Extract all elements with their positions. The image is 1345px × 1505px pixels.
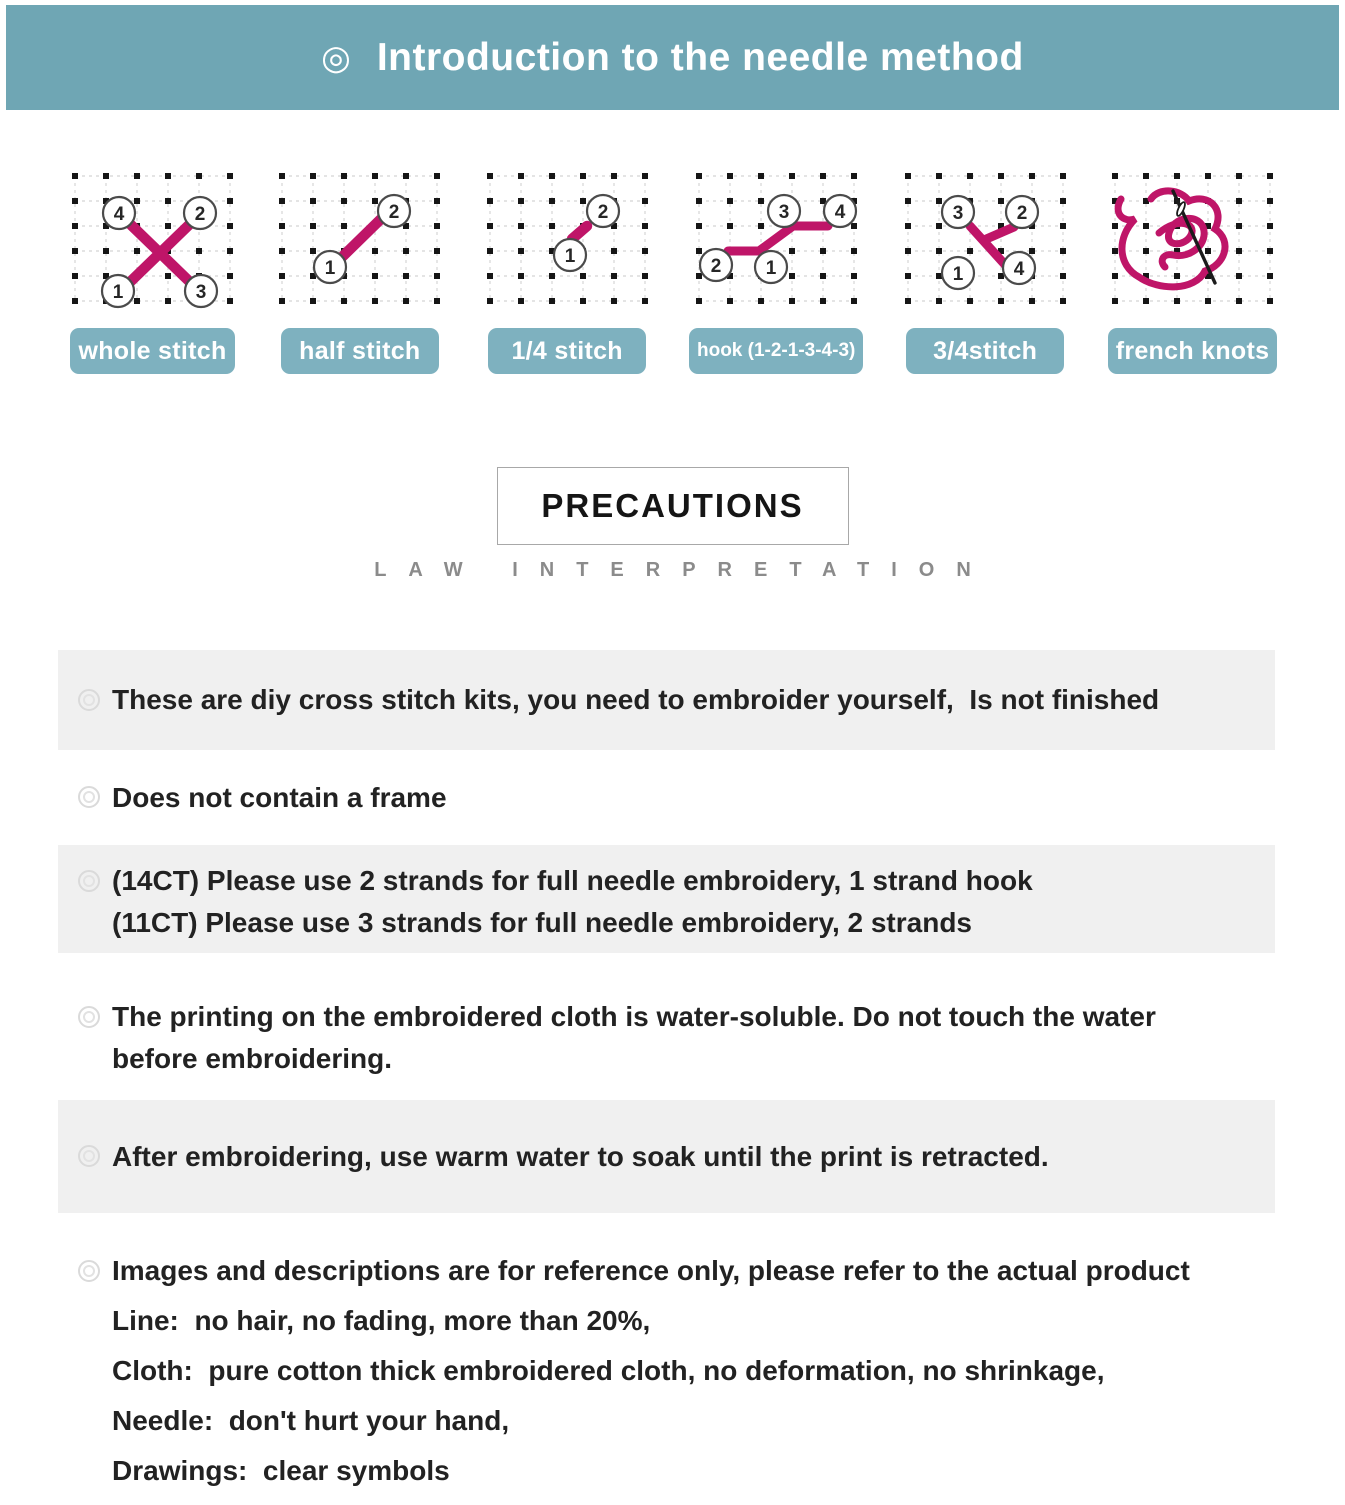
- precaution-line: These are diy cross stitch kits, you need to embroider yourself, Is not finished: [112, 684, 1160, 715]
- diagram-label-french-knots: french knots: [1108, 328, 1278, 374]
- whole-stitch-diagram: [67, 169, 238, 309]
- step-number: [103, 197, 135, 229]
- page-title: Introduction to the needle method: [376, 35, 1024, 79]
- quarter-stitch-mark: [572, 226, 587, 239]
- svg-text:1: 1: [952, 264, 963, 285]
- svg-text:3: 3: [778, 202, 789, 223]
- precaution-line: Images and descriptions are for reference only, please refer to the actual product: [112, 1255, 1190, 1286]
- diagram-label-hook: hook (1-2-1-3-4-3): [689, 328, 863, 374]
- quarter-stitch-diagram: [482, 169, 653, 309]
- double-circle-icon: ◎: [321, 38, 351, 77]
- diagram-label-whole-stitch: whole stitch: [70, 328, 234, 374]
- step-number: [102, 275, 134, 307]
- half-stitch-diagram: [274, 169, 445, 309]
- half-stitch-column: [274, 169, 445, 374]
- quarter-stitch-column: [482, 169, 653, 374]
- svg-text:1: 1: [564, 246, 575, 267]
- svg-text:2: 2: [389, 202, 400, 223]
- svg-text:4: 4: [113, 204, 125, 225]
- step-number: [768, 195, 800, 227]
- french-knots-column: [1107, 169, 1278, 374]
- bullet-icon: [78, 1145, 100, 1167]
- bullet-icon: [78, 786, 100, 808]
- precaution-line: (14CT) Please use 2 strands for full needle embroidery, 1 strand hook: [112, 865, 1033, 896]
- precaution-item: [58, 650, 1275, 750]
- step-number: [1006, 196, 1038, 228]
- svg-text:4: 4: [834, 202, 845, 223]
- svg-text:2: 2: [710, 256, 721, 277]
- precaution-item: [58, 845, 1275, 953]
- precaution-line: Cloth: pure cotton thick embroidered cloth, no deformation, no shrinkage,: [112, 1355, 1105, 1386]
- precautions-subtitle: LAW INTERPRETATION: [374, 559, 993, 581]
- svg-text:2: 2: [194, 204, 206, 225]
- bullet-icon: [78, 689, 100, 711]
- cross-stitch-instructions-page: [0, 5, 1345, 1505]
- step-number: [554, 239, 586, 271]
- precaution-item: [58, 750, 1275, 845]
- step-number: [1003, 252, 1035, 284]
- precaution-line: Line: no hair, no fading, more than 20%,: [112, 1305, 651, 1336]
- precaution-item: [58, 1213, 1275, 1495]
- bullet-icon: [78, 1006, 100, 1028]
- header-banner: [6, 5, 1339, 110]
- svg-text:3: 3: [195, 282, 207, 303]
- whole-stitch-column: [67, 169, 238, 374]
- precaution-list: [58, 650, 1275, 1495]
- svg-text:3: 3: [952, 203, 963, 224]
- svg-text:2: 2: [1016, 203, 1027, 224]
- svg-text:1: 1: [112, 282, 124, 303]
- step-number: [185, 275, 217, 307]
- step-number: [378, 195, 410, 227]
- diagram-label-quarter-stitch: 1/4 stitch: [488, 328, 646, 374]
- precaution-line: (11CT) Please use 3 strands for full needle embroidery, 2 strands: [112, 907, 973, 938]
- precautions-title: PRECAUTIONS: [541, 487, 804, 524]
- precaution-line: Does not contain a frame: [112, 781, 447, 813]
- step-number: [184, 197, 216, 229]
- precaution-line: Drawings: clear symbols: [112, 1455, 450, 1486]
- precaution-item: [58, 1100, 1275, 1213]
- precaution-line: before embroidering.: [112, 1043, 393, 1074]
- step-number: [824, 195, 856, 227]
- step-number: [700, 249, 732, 281]
- svg-text:4: 4: [1013, 259, 1024, 280]
- step-number: [942, 257, 974, 289]
- svg-text:1: 1: [765, 258, 776, 279]
- precaution-line: The printing on the embroidered cloth is water-soluble. Do not touch the water: [112, 1001, 1156, 1032]
- french-knots-diagram: [1107, 169, 1278, 309]
- step-number: [755, 251, 787, 283]
- step-number: [314, 251, 346, 283]
- svg-text:1: 1: [325, 258, 336, 279]
- diagram-label-three-quarter: 3/4stitch: [906, 328, 1064, 374]
- bullet-icon: [78, 1260, 100, 1282]
- stitch-diagrams-row: [67, 169, 1278, 374]
- step-number: [942, 196, 974, 228]
- three-quarter-stitch-column: [900, 169, 1071, 374]
- precaution-line: After embroidering, use warm water to soak until the print is retracted.: [112, 1140, 1049, 1172]
- hook-stitch-column: [689, 169, 863, 374]
- precaution-item: [58, 953, 1275, 1100]
- precaution-line: Needle: don't hurt your hand,: [112, 1405, 510, 1436]
- hook-stitch-mark: [728, 226, 828, 251]
- hook-stitch-diagram: [691, 169, 862, 309]
- step-number: [587, 195, 619, 227]
- precautions-title-box: [497, 467, 849, 545]
- diagram-label-half-stitch: half stitch: [281, 328, 439, 374]
- three-quarter-stitch-diagram: [900, 169, 1071, 309]
- svg-text:2: 2: [597, 202, 608, 223]
- bullet-icon: [78, 870, 100, 892]
